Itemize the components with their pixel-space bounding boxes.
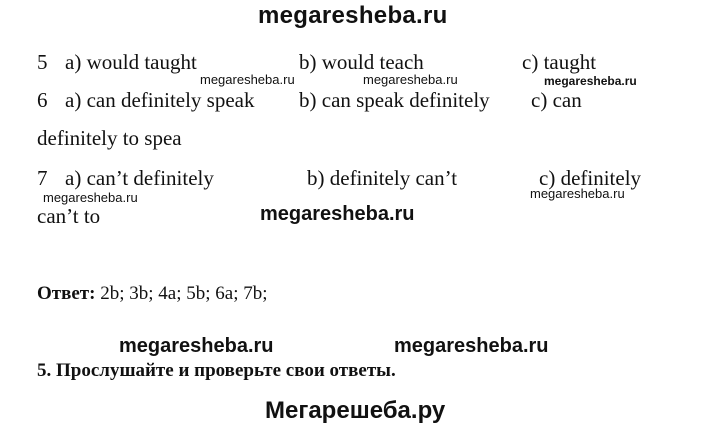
question-6-option-a: a) can definitely speak	[65, 88, 255, 112]
watermark: megaresheba.ru	[260, 203, 415, 225]
question-7-number: 7	[37, 166, 48, 190]
question-7-option-c: c) definitely	[539, 166, 642, 190]
task-5-instruction: 5. Прослушайте и проверьте свои ответы.	[37, 360, 396, 381]
question-5-option-a: a) would taught	[65, 50, 197, 74]
question-6-option-c-continued: definitely to spea	[37, 126, 182, 150]
footer-site-name: Мегарешеба.ру	[265, 397, 446, 424]
question-5-number: 5	[37, 50, 48, 74]
answer-line	[37, 283, 268, 305]
question-6-number: 6	[37, 88, 48, 112]
site-title: megaresheba.ru	[258, 2, 448, 29]
answer-label: Ответ:	[37, 283, 96, 304]
watermark: megaresheba.ru	[363, 72, 458, 87]
question-6-option-b: b) can speak definitely	[299, 88, 490, 112]
watermark: megaresheba.ru	[43, 190, 138, 205]
question-7-option-a: a) can’t definitely	[65, 166, 214, 190]
question-7-option-c-continued: can’t to	[37, 204, 101, 228]
question-5-option-b: b) would teach	[299, 50, 424, 74]
watermark: megaresheba.ru	[530, 186, 625, 201]
question-5-option-c: c) taught	[522, 50, 597, 74]
watermark: megaresheba.ru	[394, 335, 549, 357]
question-7-option-b: b) definitely can’t	[307, 166, 458, 190]
watermark: megaresheba.ru	[200, 72, 295, 87]
watermark: megaresheba.ru	[119, 335, 274, 357]
question-6-option-c: c) can	[531, 88, 582, 112]
watermark: megaresheba.ru	[544, 74, 637, 88]
answer-value: 2b; 3b; 4a; 5b; 6a; 7b;	[95, 283, 268, 304]
